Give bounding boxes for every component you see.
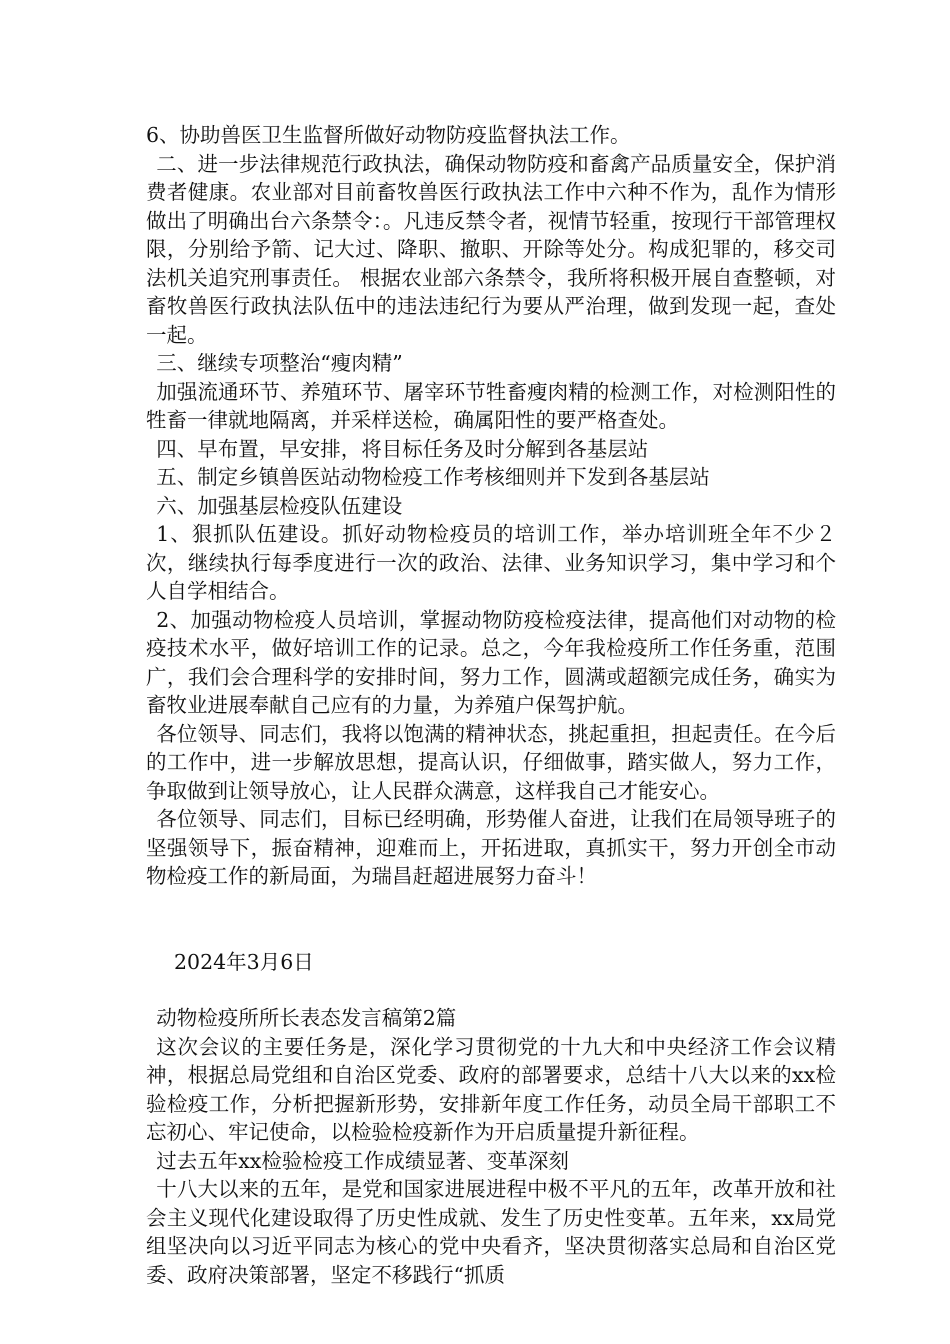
document-page — [146, 121, 836, 1289]
paragraph: 十八大以来的五年，是党和国家进展进程中极不平凡的五年，改革开放和社会主义现代化建设取得了历史性成就、发生了历史性变革。五年来，xx局党组坚决向以习近平同志为核心的党中央看齐，坚决贯彻落实总局和自治区党委、政府决策部署，坚定不移践行“抓质 — [146, 1177, 836, 1287]
paragraph: 1、狠抓队伍建设。抓好动物检疫员的培训工作，举办培训班全年不少２次，继续执行每季度进行一次的政治、法律、业务知识学习，集中学习和个人自学相结合。 — [146, 522, 836, 603]
paragraph: 2、加强动物检疫人员培训，掌握动物防疫检疫法律，提高他们对动物的检疫技术水平，做好培训工作的记录。总之，今年我检疫所工作任务重，范围广，我们会合理科学的安排时间，努力工作，圆满或超额完成任务，确实为畜牧业进展奉献自己应有的力量，为养殖户保驾护航。 — [146, 607, 836, 717]
paragraph: 这次会议的主要任务是，深化学习贯彻党的十九大和中央经济工作会议精神，根据总局党组和自治区党委、政府的部署要求，总结十八大以来的xx检验检疫工作，分析把握新形势，安排新年度工作任务，动员全局干部职工不忘初心、牢记使命，以检验检疫新作为开启质量提升新征程。 — [146, 1034, 836, 1144]
paragraph: 三、继续专项整治“瘦肉精” — [156, 351, 403, 375]
paragraph: 四、早布置，早安排，将目标任务及时分解到各基层站 — [156, 436, 649, 461]
paragraph: 各位领导、同志们，我将以饱满的精神状态，挑起重担，担起责任。在今后的工作中，进一步解放思想，提高认识，仔细做事，踏实做人，努力工作，争取做到让领导放心，让人民群众满意，这样我自己才能安心。 — [146, 721, 836, 803]
paragraph: 各位领导、同志们，目标已经明确，形势催人奋进，让我们在局领导班子的坚强领导下，振奋精神，迎难而上，开拓进取，真抓实干，努力开创全市动物检疫工作的新局面，为瑞昌赶超进展努力奋斗！ — [146, 807, 836, 888]
paragraph: 过去五年xx检验检疫工作成绩显著、变革深刻 — [156, 1148, 569, 1173]
document-date: 2024年3月6日 — [174, 949, 314, 974]
paragraph: 6、协助兽医卫生监督所做好动物防疫监督执法工作。 — [146, 123, 631, 147]
paragraph: 加强流通环节、养殖环节、屠宰环节牲畜瘦肉精的检测工作，对检测阳性的牲畜一律就地隔离，并采样送检，确属阳性的要严格查处。 — [146, 379, 836, 432]
paragraph: 二、进一步法律规范行政执法，确保动物防疫和畜禽产品质量安全，保护消费者健康。农业部对目前畜牧兽医行政执法工作中六种不作为，乱作为情形做出了明确出台六条禁令：。凡违反禁令者，视情节轻重，按现行干部管理权限，分别给予箭、记大过、降职、撤职、开除等处分。构成犯罪的，移交司法机关追究刑事责任。 根据农业部六条禁令，我所将积极开展自查整顿，对畜牧兽医行政执法队伍中的违法违纪行为要从严治理，做到发现一起，查处一起。 — [146, 151, 836, 347]
paragraph: 五、制定乡镇兽医站动物检疫工作考核细则并下发到各基层站 — [156, 465, 710, 489]
section-title: 动物检疫所所长表态发言稿第2篇 — [156, 1006, 457, 1030]
paragraph: 六、加强基层检疫队伍建设 — [156, 493, 403, 518]
